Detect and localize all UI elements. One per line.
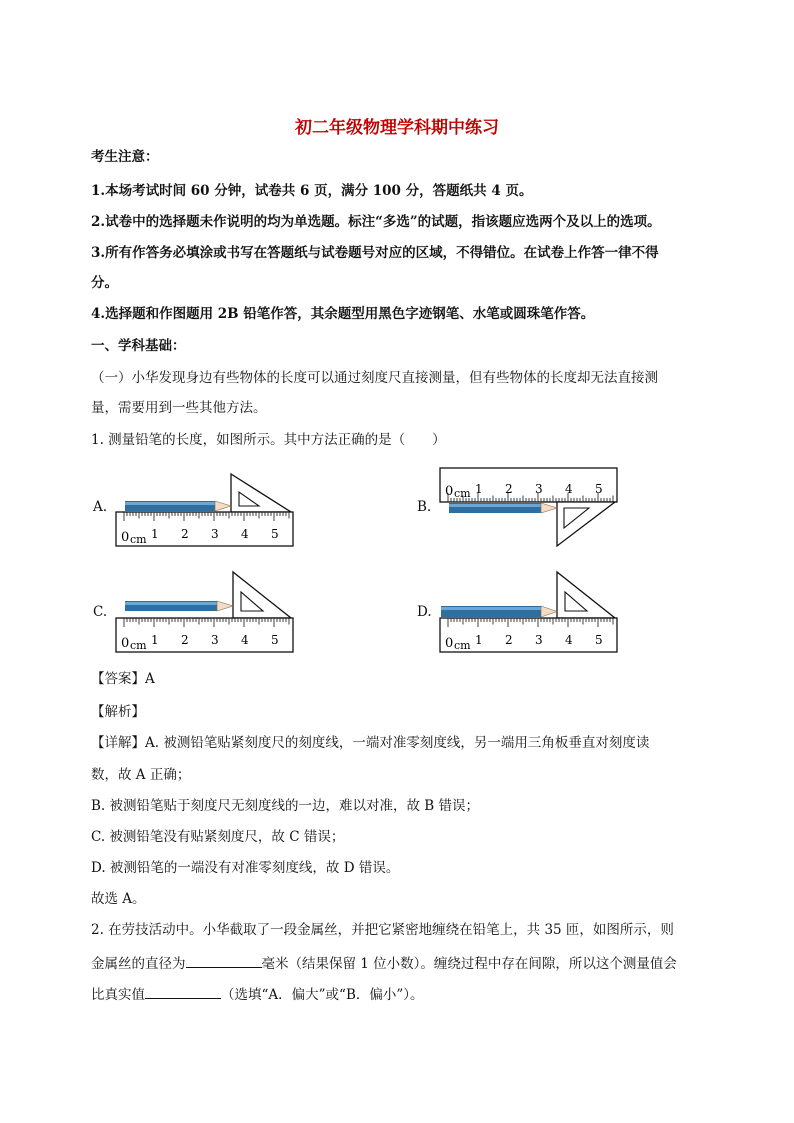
detail-option-b: B. 被测铅笔贴于刻度尺无刻度线的一边，难以对准，故 B 错误； xyxy=(91,798,480,814)
ruler-tick-label: 4 xyxy=(565,482,573,496)
ruler-figure-d xyxy=(437,570,622,655)
ruler-tick-label: 1 xyxy=(151,527,159,541)
figure-option-c xyxy=(113,570,298,659)
ruler-tick-label: 4 xyxy=(241,633,249,647)
option-label-d: D. xyxy=(417,604,432,620)
set-square xyxy=(231,474,291,512)
ruler-tick-label: 3 xyxy=(211,527,219,541)
ruler-zero-label: 0 xyxy=(445,484,454,499)
ruler-unit-label: cm xyxy=(454,487,471,500)
question-2-text: （选填“A．偏大”或“B．偏小”）。 xyxy=(221,987,424,1003)
answer-line: 【答案】A xyxy=(91,671,155,687)
notice-item: 3.所有作答务必填涂或书写在答题纸与试卷题号对应的区域，不得错位。在试卷上作答一律不得 xyxy=(91,245,659,261)
set-square xyxy=(557,502,615,546)
ruler-tick-label: 5 xyxy=(595,482,603,496)
set-square xyxy=(233,572,291,618)
ruler-tick-label: 2 xyxy=(505,633,513,647)
ruler-tick-label: 2 xyxy=(181,527,189,541)
notice-item: 1.本场考试时间 60 分钟，试卷共 6 页，满分 100 分，答题纸共 4 页。 xyxy=(91,183,533,199)
ruler-figure-a xyxy=(113,472,298,552)
question-2-line xyxy=(91,983,424,1005)
notice-item: 4.选择题和作图题用 2B 铅笔作答，其余题型用黑色字迹钢笔、水笔或圆珠笔作答。 xyxy=(91,306,595,322)
question-2-stem: 2. 在劳技活动中。小华截取了一段金属丝，并把它紧密地缠绕在铅笔上，共 35 匝，如图所示，则 xyxy=(91,922,674,938)
answer-blank-comparison[interactable] xyxy=(145,983,221,999)
ruler-tick-label: 5 xyxy=(595,633,603,647)
page-title: 初二年级物理学科期中练习 xyxy=(295,118,499,138)
detail-line: 数，故 A 正确； xyxy=(91,767,191,783)
ruler-tick-label: 3 xyxy=(535,633,543,647)
answer-blank-diameter[interactable] xyxy=(186,952,262,968)
ruler-unit-label: cm xyxy=(130,639,147,652)
ruler-zero-label: 0 xyxy=(121,636,130,651)
option-label-a: A. xyxy=(93,499,108,515)
ruler xyxy=(116,618,293,652)
ruler-tick-label: 1 xyxy=(475,633,483,647)
question-2-text: 毫米（结果保留 1 位小数）。缠绕过程中存在间隙，所以这个测量值会 xyxy=(261,956,677,972)
ruler xyxy=(440,468,617,502)
section-intro: 量，需要用到一些其他方法。 xyxy=(91,400,267,416)
ruler-figure-b xyxy=(437,466,622,548)
pencil xyxy=(441,606,557,617)
ruler-tick-label: 4 xyxy=(241,527,249,541)
option-label-b: B. xyxy=(417,499,432,515)
conclusion: 故选 A。 xyxy=(91,891,146,907)
question-1-stem: 1. 测量铅笔的长度，如图所示。其中方法正确的是（ ） xyxy=(91,432,446,448)
question-2-text: 金属丝的直径为 xyxy=(91,956,186,972)
figure-option-b xyxy=(437,466,622,552)
ruler-tick-label: 1 xyxy=(475,482,483,496)
detail-option-d: D. 被测铅笔的一端没有对准零刻度线，故 D 错误。 xyxy=(91,860,400,876)
set-square xyxy=(557,572,615,618)
ruler-figure-c xyxy=(113,570,298,655)
detail-option-c: C. 被测铅笔没有贴紧刻度尺，故 C 错误； xyxy=(91,829,345,845)
notice-item: 分。 xyxy=(91,275,118,291)
ruler-tick-label: 1 xyxy=(151,633,159,647)
ruler-tick-label: 4 xyxy=(565,633,573,647)
ruler-tick-label: 3 xyxy=(535,482,543,496)
analysis-heading: 【解析】 xyxy=(91,704,145,720)
pencil xyxy=(125,501,231,511)
notice-heading: 考生注意： xyxy=(91,149,159,165)
section-heading: 一、学科基础： xyxy=(91,338,186,354)
detail-line: 【详解】A. 被测铅笔贴紧刻度尺的刻度线，一端对准零刻度线，另一端用三角板垂直对刻度读 xyxy=(91,735,650,751)
ruler-tick-label: 3 xyxy=(211,633,219,647)
option-label-c: C. xyxy=(93,604,108,620)
section-intro: （一）小华发现身边有些物体的长度可以通过刻度尺直接测量，但有些物体的长度却无法直接测 xyxy=(91,370,658,386)
figure-option-a xyxy=(113,472,298,556)
ruler-tick-label: 2 xyxy=(505,482,513,496)
notice-item: 2.试卷中的选择题未作说明的均为单选题。标注“多选”的试题，指该题应选两个及以上的选项。 xyxy=(91,214,661,230)
pencil xyxy=(125,601,233,611)
ruler-zero-label: 0 xyxy=(121,530,130,545)
question-2-text: 比真实值 xyxy=(91,987,145,1003)
ruler-tick-label: 2 xyxy=(181,633,189,647)
ruler-unit-label: cm xyxy=(130,533,147,546)
ruler-unit-label: cm xyxy=(454,639,471,652)
ruler xyxy=(440,618,617,652)
question-2-line xyxy=(91,952,677,974)
pencil xyxy=(449,503,557,513)
ruler xyxy=(116,512,293,546)
ruler-tick-label: 5 xyxy=(271,527,279,541)
figure-option-d xyxy=(437,570,622,659)
ruler-zero-label: 0 xyxy=(445,636,454,651)
ruler-tick-label: 5 xyxy=(271,633,279,647)
